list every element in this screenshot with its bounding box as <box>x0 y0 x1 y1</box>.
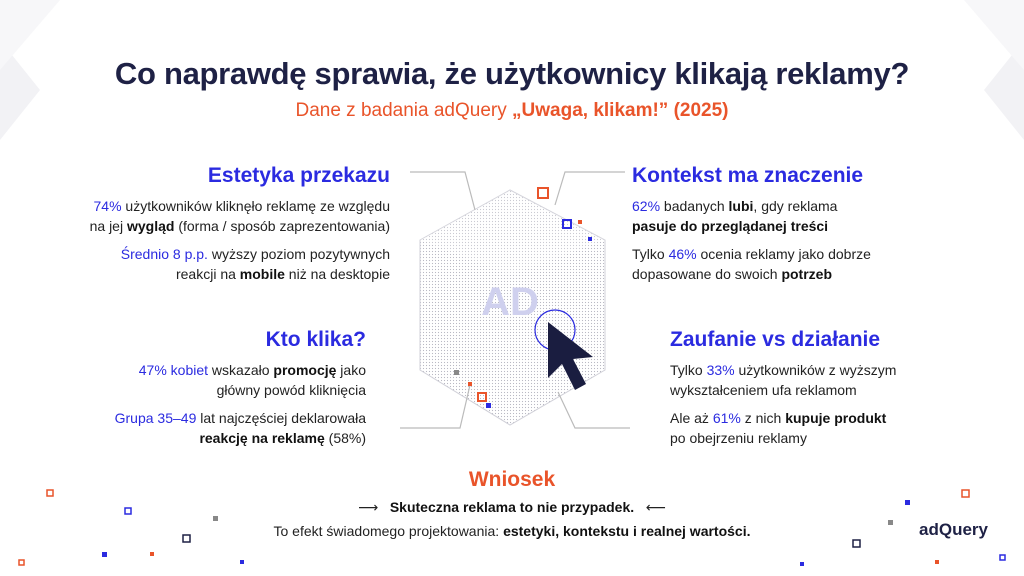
adquery-logo: adQuery <box>919 520 988 539</box>
subtitle-bold: „Uwaga, klikam!” (2025) <box>512 100 729 121</box>
page-subtitle <box>0 100 1024 122</box>
connector-line-top-left <box>410 172 475 210</box>
arrow-right-icon: ⟶ <box>358 499 379 515</box>
arrow-left-icon: ⟵ <box>645 499 666 515</box>
section-heading-kto: Kto klika? <box>265 328 366 351</box>
section-heading-estetyka: Estetyka przekazu <box>207 164 390 187</box>
connector-line-top-right <box>555 172 625 205</box>
subtitle-plain: Dane z badania adQuery <box>295 100 513 121</box>
section-heading-kontekst: Kontekst ma znaczenie <box>632 164 864 187</box>
kto-paragraph-2: Grupa 35–49 lat najczęściej deklarowała reakcję na reklamę (58%) <box>114 410 366 446</box>
conclusion-line-1: ⟶ Skuteczna reklama to nie przypadek. ⟵ <box>358 499 666 515</box>
estetyka-paragraph-1: 74% użytkowników kliknęło reklamę ze względu na jej wygląd (forma / sposób zaprezentowania) <box>89 198 390 234</box>
page-title: Co naprawdę sprawia, że użytkownicy klikają reklamy? <box>114 56 910 91</box>
conclusion-heading: Wniosek <box>468 468 556 491</box>
zaufanie-paragraph-2: Ale aż 61% z nich kupuje produkt po obejrzeniu reklamy <box>670 410 887 446</box>
ad-label: AD <box>481 280 539 324</box>
section-heading-zaufanie: Zaufanie vs działanie <box>670 328 881 351</box>
conclusion-line-2: To efekt świadomego projektowania: estetyki, kontekstu i realnej wartości. <box>273 523 751 539</box>
kontekst-paragraph-2: Tylko 46% ocenia reklamy jako dobrze dopasowane do swoich potrzeb <box>632 246 871 282</box>
estetyka-paragraph-2: Średnio 8 p.p. wyższy poziom pozytywnych reakcji na mobile niż na desktopie <box>120 246 390 282</box>
kto-paragraph-1: 47% kobiet wskazało promocję jako główny powód kliknięcia <box>138 362 366 398</box>
connector-line-bottom-right <box>558 392 630 428</box>
ad-hexagon-graphic <box>380 160 640 460</box>
kontekst-paragraph-1: 62% badanych lubi, gdy reklama pasuje do przeglądanej treści <box>632 198 838 234</box>
zaufanie-paragraph-1: Tylko 33% użytkowników z wyższym wykształceniem ufa reklamom <box>670 362 897 398</box>
